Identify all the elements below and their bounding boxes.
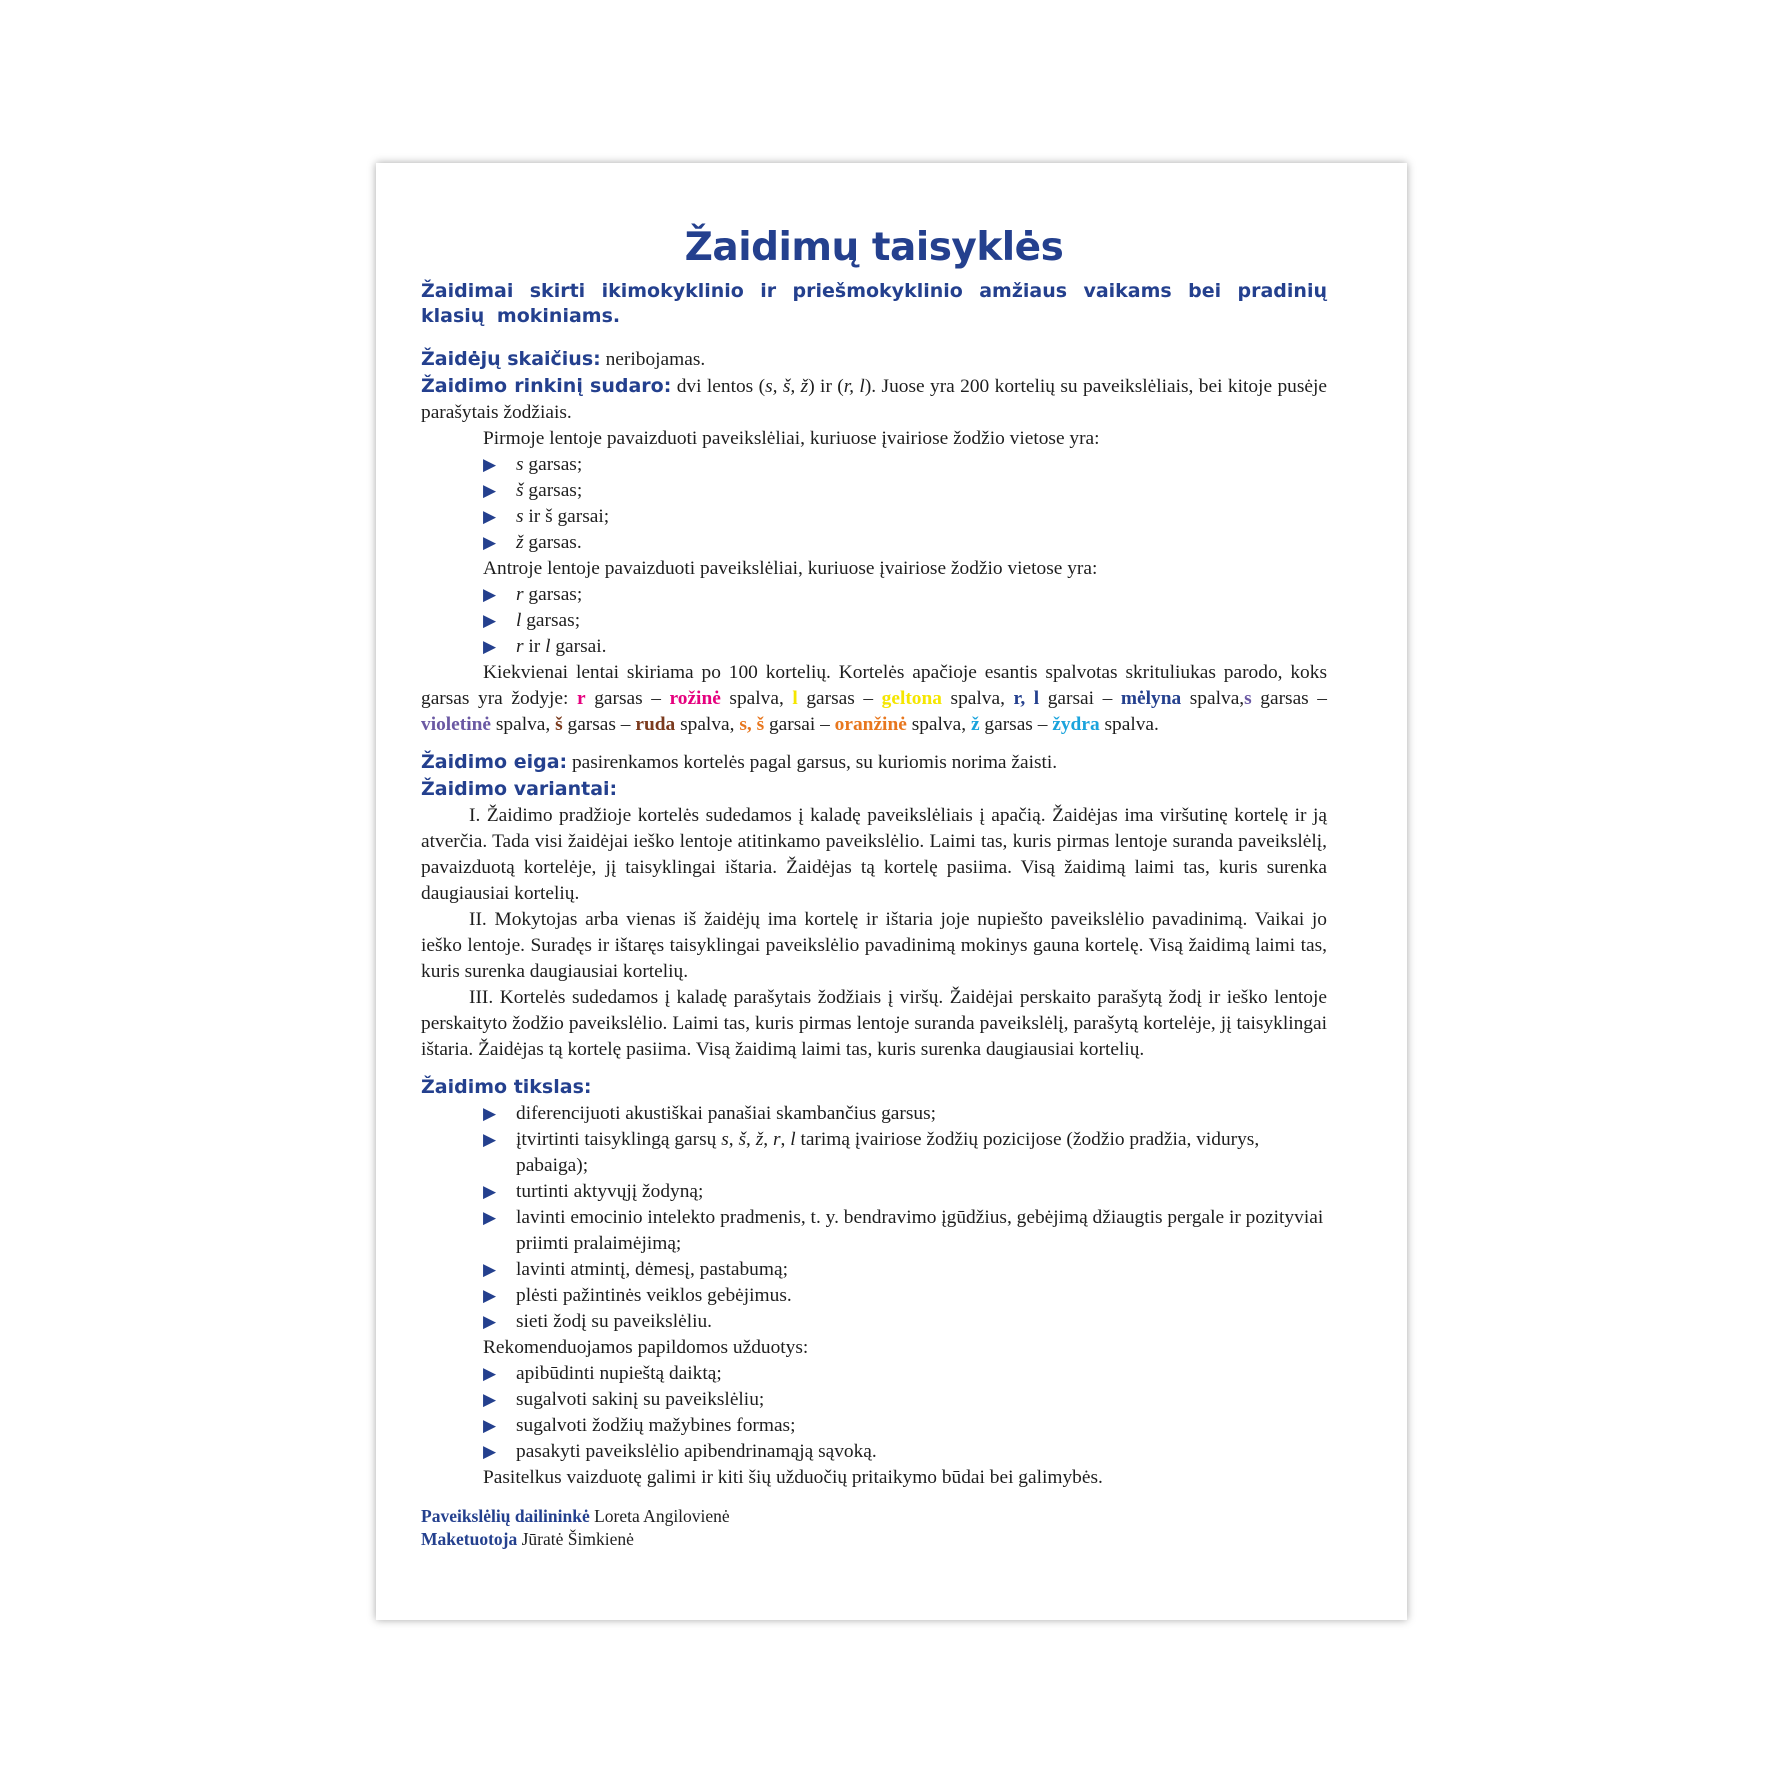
arrow-right-icon: ▶ (483, 1390, 497, 1410)
item-text: sugalvoti žodžių mažybines formas; (516, 1415, 796, 1436)
set-label: Žaidimo rinkinį sudaro: (421, 375, 672, 397)
course-line (421, 749, 1327, 776)
players-value: neribojamas. (600, 349, 706, 370)
arrow-right-icon: ▶ (483, 1442, 497, 1462)
legend-text: garsas – (585, 688, 670, 709)
layout-label: Maketuotoja (421, 1529, 518, 1549)
arrow-right-icon: ▶ (483, 533, 497, 553)
arrow-right-icon: ▶ (483, 611, 497, 631)
legend-text: garsas – (1251, 688, 1327, 709)
letter: r (516, 636, 524, 657)
board2-list (421, 582, 1327, 660)
variant-1: I. Žaidimo pradžioje kortelės sudedamos į kaladę paveikslėliais į apačią. Žaidėjas ima viršutinę kortelę ir ją atverčia. Tada visi žaidėjai ieško lentoje atitinkamo paveikslėlio. Laimi tas, kuris pirmas lentoje suranda paveikslėlį, pavaizduotą kortelėje, jį taisyklingai ištaria. Žaidėjas tą kortelę pasiima. Visą žaidimą laimi tas, kuris surenka daugiausiai kortelių. (421, 805, 1327, 904)
letter: s (516, 506, 524, 527)
item-text: plėsti pažintinės veiklos gebėjimus. (516, 1285, 792, 1306)
item-text: ir š garsai; (523, 506, 610, 527)
list-item (483, 1101, 1327, 1127)
legend-text: spalva. (1099, 714, 1159, 735)
color-legend (421, 660, 1327, 738)
goal-list (421, 1101, 1327, 1335)
board1-list (421, 452, 1327, 556)
intro-text: Žaidimai skirti ikimokyklinio ir priešmokyklinio amžiaus vaikams bei pradinių klasių mokiniams. (421, 280, 1327, 327)
arrow-right-icon: ▶ (483, 1182, 497, 1202)
item-text: sieti žodį su paveikslėliu. (516, 1311, 713, 1332)
legend-color: žydra (1052, 714, 1100, 735)
item-text: lavinti emocinio intelekto pradmenis, t. y. bendravimo įgūdžius, gebėjimą džiaugtis pergale ir pozityviai priimti pralaimėjimą; (516, 1207, 1324, 1254)
legend-text: spalva, (1181, 688, 1245, 709)
list-item (483, 1179, 1327, 1205)
legend-letter: s (1244, 688, 1252, 709)
document-page (376, 163, 1407, 1620)
letter: l (545, 636, 551, 657)
legend-text: Kiekvienai lentai skiriama po 100 kortelių. Kortelės apačioje esantis spalvotas skrituliukas parodo, koks garsas yra žodyje: (421, 662, 1327, 709)
list-item (483, 1127, 1327, 1179)
set-letters: r, l (843, 376, 865, 397)
extra-closing: Pasitelkus vaizduotę galimi ir kiti šių užduočių pritaikymo būdai bei galimybės. (483, 1467, 1103, 1488)
item-text: garsas; (523, 480, 583, 501)
arrow-right-icon: ▶ (483, 1312, 497, 1332)
letter: l (516, 610, 522, 631)
list-item (483, 452, 1327, 478)
list-item (483, 1387, 1327, 1413)
illustrator-label: Paveikslėlių dailininkė (421, 1506, 590, 1526)
arrow-right-icon: ▶ (483, 1364, 497, 1384)
spacer (421, 738, 1327, 749)
set-text: dvi lentos ( (671, 376, 766, 397)
list-item (483, 1361, 1327, 1387)
letter: š (516, 480, 524, 501)
page-title: Žaidimų taisyklės (684, 225, 1064, 270)
item-text: , (746, 1129, 756, 1150)
list-item (483, 504, 1327, 530)
spacer (421, 1063, 1327, 1074)
arrow-right-icon: ▶ (483, 1260, 497, 1280)
list-item (483, 530, 1327, 556)
item-text: garsas; (523, 584, 583, 605)
legend-text: garsai – (764, 714, 835, 735)
variants-label: Žaidimo variantai: (421, 778, 618, 800)
goal-heading (421, 1074, 1327, 1101)
arrow-right-icon: ▶ (483, 455, 497, 475)
set-letters: s, š, ž (765, 376, 809, 397)
item-text: lavinti atmintį, dėmesį, pastabumą; (516, 1259, 788, 1280)
letter: ž (516, 532, 524, 553)
arrow-right-icon: ▶ (483, 1286, 497, 1306)
legend-color: geltona (881, 688, 942, 709)
extra-list (421, 1361, 1327, 1465)
list-item (483, 1439, 1327, 1465)
arrow-right-icon: ▶ (483, 1416, 497, 1436)
legend-color: violetinė (421, 714, 492, 735)
variants-heading (421, 776, 1327, 803)
item-text: apibūdinti nupieštą daiktą; (516, 1363, 722, 1384)
list-item (483, 1283, 1327, 1309)
arrow-right-icon: ▶ (483, 481, 497, 501)
board2-text: Antroje lentoje pavaizduoti paveikslėliai, kuriuose įvairiose žodžio vietose yra: (483, 558, 1098, 579)
letter: ž (755, 1129, 764, 1150)
arrow-right-icon: ▶ (483, 1130, 497, 1150)
item-text: , (728, 1129, 739, 1150)
set-text: ) ir ( (808, 376, 844, 397)
list-item (483, 1205, 1327, 1257)
legend-text: garsas – (797, 688, 882, 709)
item-text: turtinti aktyvųjį žodyną; (516, 1181, 704, 1202)
item-text: garsai. (550, 636, 607, 657)
set-line (421, 373, 1327, 426)
letter: r (516, 584, 524, 605)
players-line (421, 346, 1327, 373)
item-text: garsas; (521, 610, 581, 631)
credits (421, 1505, 1327, 1551)
legend-letter: r, l (1013, 688, 1040, 709)
variant-2: II. Mokytojas arba vienas iš žaidėjų ima kortelę ir ištaria joje nupiešto paveikslėlio pavadinimą. Vaikai jo ieško lentoje. Suradęs ir ištaręs taisyklingai paveikslėlio pavadinimą mokinys gauna kortelę. Visą žaidimą laimi tas, kuris surenka daugiausiai kortelių. (421, 909, 1327, 982)
item-text: garsas. (523, 532, 582, 553)
list-item (483, 582, 1327, 608)
legend-text: spalva, (941, 688, 1014, 709)
letter: s (516, 454, 524, 475)
legend-text: garsas – (979, 714, 1053, 735)
arrow-right-icon: ▶ (483, 507, 497, 527)
list-item (483, 1257, 1327, 1283)
legend-text: garsas – (562, 714, 636, 735)
legend-color: rožinė (669, 688, 721, 709)
list-item (483, 1413, 1327, 1439)
legend-text: spalva, (491, 714, 556, 735)
arrow-right-icon: ▶ (483, 585, 497, 605)
layout-credit (421, 1528, 1327, 1551)
legend-color: ruda (635, 714, 676, 735)
legend-text: spalva, (675, 714, 740, 735)
arrow-right-icon: ▶ (483, 1104, 497, 1124)
item-text: sugalvoti sakinį su paveikslėliu; (516, 1389, 765, 1410)
item-text: tarimą įvairiose žodžių pozicijose (žodžio pradžia, vidurys, pabaiga); (516, 1129, 1260, 1176)
list-item (483, 608, 1327, 634)
players-label: Žaidėjų skaičius: (421, 348, 601, 370)
letter: s (721, 1129, 729, 1150)
set-text: ). Juose yra 200 kortelių su paveikslėliais, bei kitoje pusėje parašytais žodžiais. (421, 376, 1327, 423)
legend-letter: š (555, 714, 563, 735)
legend-color: mėlyna (1120, 688, 1182, 709)
legend-color: oranžinė (834, 714, 907, 735)
letter: r (772, 1129, 781, 1150)
letter: š (738, 1129, 746, 1150)
legend-text: spalva, (720, 688, 793, 709)
course-label: Žaidimo eiga: (421, 751, 568, 773)
item-text: pasakyti paveikslėlio apibendrinamąją sąvoką. (516, 1441, 877, 1462)
variant-3: III. Kortelės sudedamos į kaladę parašytais žodžiais į viršų. Žaidėjai perskaito parašytą žodį ir ieško lentoje perskaityto žodžio paveikslėlio. Laimi tas, kuris pirmas lentoje suranda paveikslėlį, parašytą kortelėje, jį taisyklingai ištaria. Žaidėjas tą kortelę pasiima. Visą žaidimą laimi tas, kuris surenka daugiausiai kortelių. (421, 987, 1327, 1060)
list-item (483, 634, 1327, 660)
item-text: ir (523, 636, 546, 657)
item-text: garsas; (523, 454, 583, 475)
board1-text: Pirmoje lentoje pavaizduoti paveikslėliai, kuriuose įvairiose žodžio vietose yra: (483, 428, 1100, 449)
arrow-right-icon: ▶ (483, 1208, 497, 1228)
arrow-right-icon: ▶ (483, 637, 497, 657)
legend-letter: s, š (739, 714, 765, 735)
list-item (483, 1309, 1327, 1335)
layout-name: Jūratė Šimkienė (517, 1529, 634, 1549)
legend-letter: ž (970, 714, 980, 735)
list-item (483, 478, 1327, 504)
illustrator-credit (421, 1505, 1327, 1528)
legend-letter: l (792, 688, 798, 709)
illustrator-name: Loreta Angilovienė (589, 1506, 730, 1526)
course-text: pasirenkamos kortelės pagal garsus, su kuriomis norima žaisti. (567, 752, 1058, 773)
legend-letter: r (577, 688, 586, 709)
letter: l (790, 1129, 796, 1150)
legend-text: spalva, (906, 714, 971, 735)
item-text: diferencijuoti akustiškai panašiai skambančius garsus; (516, 1103, 937, 1124)
item-text: , (763, 1129, 773, 1150)
item-text: , (780, 1129, 791, 1150)
page-content (421, 223, 1327, 1551)
item-text: įtvirtinti taisyklingą garsų (516, 1129, 722, 1150)
legend-text: garsai – (1039, 688, 1121, 709)
goal-label: Žaidimo tikslas: (421, 1076, 592, 1098)
extra-heading: Rekomenduojamos papildomos užduotys: (483, 1337, 809, 1358)
